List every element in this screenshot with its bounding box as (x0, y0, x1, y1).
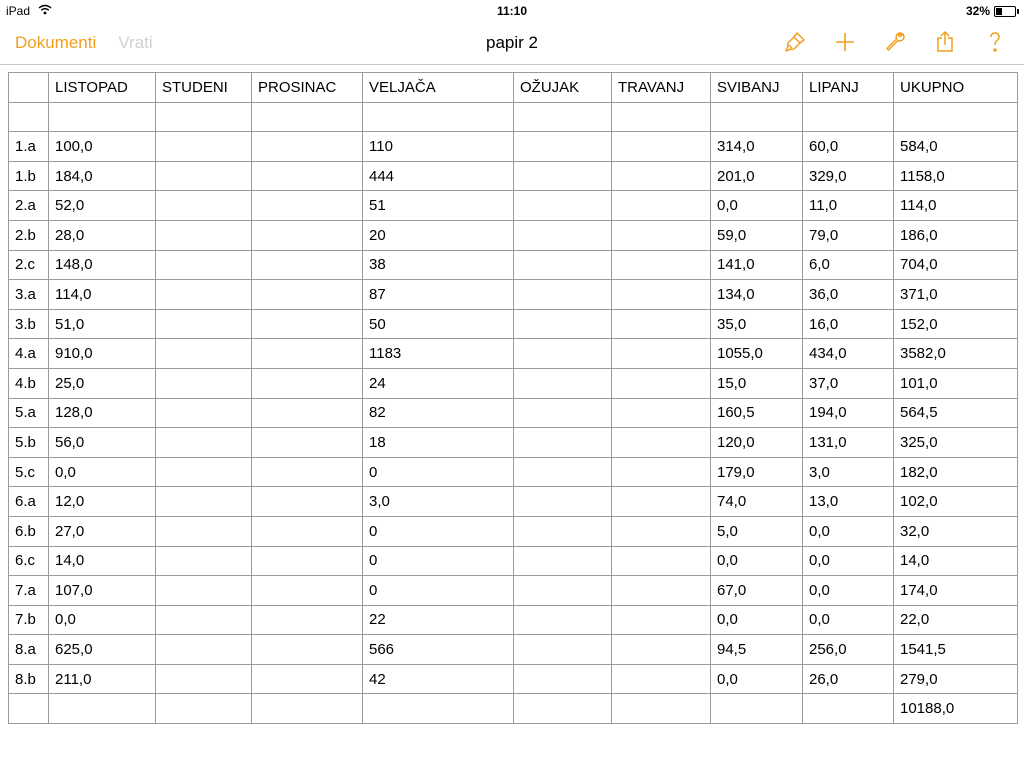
column-header-cell[interactable]: SVIBANJ (711, 73, 803, 103)
table-cell[interactable] (514, 220, 612, 250)
table-cell[interactable]: 79,0 (803, 220, 894, 250)
table-cell[interactable] (514, 191, 612, 221)
table-cell[interactable]: 584,0 (894, 132, 1018, 162)
table-cell[interactable]: 1158,0 (894, 161, 1018, 191)
table-cell[interactable]: 0,0 (711, 664, 803, 694)
table-cell[interactable]: 114,0 (894, 191, 1018, 221)
table-cell[interactable] (514, 694, 612, 724)
plus-icon[interactable] (830, 28, 860, 56)
table-cell[interactable]: 37,0 (803, 368, 894, 398)
device-name: iPad (6, 4, 31, 18)
table-cell[interactable]: 101,0 (894, 368, 1018, 398)
table-cell[interactable]: 5.a (9, 398, 49, 428)
table-cell[interactable]: 704,0 (894, 250, 1018, 280)
table-cell[interactable] (156, 368, 252, 398)
table-cell[interactable]: 3,0 (363, 487, 514, 517)
column-header-cell[interactable] (9, 73, 49, 103)
table-cell[interactable]: 279,0 (894, 664, 1018, 694)
table-cell[interactable]: 179,0 (711, 457, 803, 487)
table-cell[interactable]: 186,0 (894, 220, 1018, 250)
battery-percent: 32% (965, 4, 990, 18)
table-cell[interactable] (252, 398, 363, 428)
table-cell[interactable]: 4.b (9, 368, 49, 398)
table-cell[interactable] (49, 694, 156, 724)
table-cell[interactable]: 22 (363, 605, 514, 635)
wrench-icon[interactable] (880, 28, 910, 56)
table-cell[interactable] (514, 280, 612, 310)
table-cell[interactable] (612, 576, 711, 606)
table-row (9, 368, 1018, 398)
table-cell[interactable] (156, 220, 252, 250)
clock: 11:10 (496, 4, 528, 18)
table-cell[interactable] (156, 309, 252, 339)
table-cell[interactable]: 0,0 (803, 546, 894, 576)
status-bar (0, 0, 1024, 20)
table-cell[interactable] (252, 576, 363, 606)
table-cell[interactable] (612, 309, 711, 339)
table-cell[interactable]: 8.a (9, 635, 49, 665)
table-cell[interactable]: 18 (363, 428, 514, 458)
table-cell[interactable] (156, 102, 252, 132)
table-cell[interactable] (252, 309, 363, 339)
table-cell[interactable] (514, 132, 612, 162)
table-cell[interactable] (156, 664, 252, 694)
table-row (9, 605, 1018, 635)
column-header-cell[interactable]: VELJAČA (363, 73, 514, 103)
table-row (9, 635, 1018, 665)
table-cell[interactable]: 94,5 (711, 635, 803, 665)
table-cell[interactable]: 60,0 (803, 132, 894, 162)
table-row (9, 457, 1018, 487)
table-cell[interactable]: 6.a (9, 487, 49, 517)
table-cell[interactable]: 27,0 (49, 516, 156, 546)
table-cell[interactable] (612, 487, 711, 517)
table-cell[interactable] (252, 102, 363, 132)
column-header-cell[interactable]: TRAVANJ (612, 73, 711, 103)
column-header-cell[interactable]: OŽUJAK (514, 73, 612, 103)
table-cell[interactable] (252, 161, 363, 191)
table-cell[interactable] (252, 428, 363, 458)
table-cell[interactable]: 2.c (9, 250, 49, 280)
table-cell[interactable] (612, 516, 711, 546)
column-header-cell[interactable]: LISTOPAD (49, 73, 156, 103)
table-cell[interactable]: 14,0 (49, 546, 156, 576)
table-cell[interactable] (252, 694, 363, 724)
table-cell[interactable]: 14,0 (894, 546, 1018, 576)
table-cell[interactable] (711, 102, 803, 132)
table-cell[interactable]: 50 (363, 309, 514, 339)
table-cell[interactable] (803, 102, 894, 132)
table-cell[interactable]: 148,0 (49, 250, 156, 280)
table-cell[interactable]: 0,0 (803, 516, 894, 546)
table-cell[interactable] (252, 457, 363, 487)
table-cell[interactable] (49, 102, 156, 132)
table-cell[interactable]: 160,5 (711, 398, 803, 428)
table-cell[interactable]: 67,0 (711, 576, 803, 606)
table-cell[interactable]: 51 (363, 191, 514, 221)
table-row (9, 280, 1018, 310)
table-cell[interactable]: 0,0 (803, 576, 894, 606)
table-cell[interactable] (156, 457, 252, 487)
table-cell[interactable] (363, 694, 514, 724)
column-header-cell[interactable]: UKUPNO (894, 73, 1018, 103)
table-cell[interactable] (514, 428, 612, 458)
undo-button[interactable]: Vrati (118, 33, 153, 52)
table-cell[interactable] (514, 250, 612, 280)
table-cell[interactable]: 1.a (9, 132, 49, 162)
table-cell[interactable]: 4.a (9, 339, 49, 369)
table-cell[interactable]: 59,0 (711, 220, 803, 250)
table-cell[interactable]: 0,0 (49, 457, 156, 487)
format-brush-icon[interactable] (780, 28, 810, 56)
table-cell[interactable]: 6.c (9, 546, 49, 576)
table-cell[interactable]: 56,0 (49, 428, 156, 458)
table-cell[interactable]: 325,0 (894, 428, 1018, 458)
table-cell[interactable]: 211,0 (49, 664, 156, 694)
table-cell[interactable] (612, 605, 711, 635)
table-cell[interactable] (612, 132, 711, 162)
table-cell[interactable] (514, 398, 612, 428)
table-cell[interactable]: 35,0 (711, 309, 803, 339)
table-cell[interactable]: 15,0 (711, 368, 803, 398)
table-cell[interactable]: 256,0 (803, 635, 894, 665)
table-cell[interactable] (514, 516, 612, 546)
table-cell[interactable]: 1541,5 (894, 635, 1018, 665)
table-cell[interactable]: 13,0 (803, 487, 894, 517)
table-row (9, 132, 1018, 162)
table-cell[interactable]: 38 (363, 250, 514, 280)
table-cell[interactable]: 0,0 (49, 605, 156, 635)
table-cell[interactable]: 1055,0 (711, 339, 803, 369)
battery-icon (994, 6, 1016, 17)
share-icon[interactable] (930, 28, 960, 56)
table-cell[interactable] (156, 191, 252, 221)
table-cell[interactable]: 110 (363, 132, 514, 162)
table-row (9, 428, 1018, 458)
table-cell[interactable]: 0,0 (803, 605, 894, 635)
table-cell[interactable] (711, 694, 803, 724)
table-cell[interactable]: 7.b (9, 605, 49, 635)
table-cell[interactable] (514, 605, 612, 635)
table-cell[interactable]: 42 (363, 664, 514, 694)
table-cell[interactable]: 3582,0 (894, 339, 1018, 369)
table-cell[interactable]: 625,0 (49, 635, 156, 665)
table-cell[interactable]: 128,0 (49, 398, 156, 428)
table-cell[interactable] (612, 102, 711, 132)
table-cell[interactable] (156, 132, 252, 162)
table-cell[interactable] (514, 487, 612, 517)
table-cell[interactable]: 120,0 (711, 428, 803, 458)
table-cell[interactable]: 182,0 (894, 457, 1018, 487)
table-cell[interactable]: 134,0 (711, 280, 803, 310)
table-cell[interactable] (612, 546, 711, 576)
table-cell[interactable]: 564,5 (894, 398, 1018, 428)
table-cell[interactable] (156, 398, 252, 428)
header-row (9, 73, 1018, 103)
table-row (9, 664, 1018, 694)
table-cell[interactable]: 107,0 (49, 576, 156, 606)
table-cell[interactable] (612, 694, 711, 724)
table-cell[interactable]: 152,0 (894, 309, 1018, 339)
table-cell[interactable]: 371,0 (894, 280, 1018, 310)
table-cell[interactable]: 20 (363, 220, 514, 250)
table-cell[interactable] (514, 339, 612, 369)
table-cell[interactable]: 329,0 (803, 161, 894, 191)
table-cell[interactable] (612, 457, 711, 487)
table-cell[interactable] (612, 635, 711, 665)
table-cell[interactable]: 36,0 (803, 280, 894, 310)
help-icon[interactable] (980, 28, 1010, 56)
table-cell[interactable] (252, 250, 363, 280)
table-cell[interactable]: 28,0 (49, 220, 156, 250)
table-cell[interactable]: 22,0 (894, 605, 1018, 635)
table-cell[interactable] (156, 161, 252, 191)
table-cell[interactable] (894, 102, 1018, 132)
table-cell[interactable] (803, 694, 894, 724)
table-cell[interactable] (252, 516, 363, 546)
table-cell[interactable]: 6,0 (803, 250, 894, 280)
table-cell[interactable] (612, 220, 711, 250)
table-cell[interactable]: 5,0 (711, 516, 803, 546)
table-cell[interactable]: 0 (363, 457, 514, 487)
table-cell[interactable]: 24 (363, 368, 514, 398)
table-cell[interactable] (612, 191, 711, 221)
table-cell[interactable] (252, 280, 363, 310)
table-cell[interactable] (612, 280, 711, 310)
table-cell[interactable]: 7.a (9, 576, 49, 606)
table-cell[interactable]: 11,0 (803, 191, 894, 221)
table-cell[interactable]: 12,0 (49, 487, 156, 517)
column-header-cell[interactable]: PROSINAC (252, 73, 363, 103)
table-cell[interactable]: 8.b (9, 664, 49, 694)
column-header-cell[interactable]: STUDENI (156, 73, 252, 103)
table-cell[interactable] (252, 664, 363, 694)
table-cell[interactable]: 5.c (9, 457, 49, 487)
table-cell[interactable] (612, 368, 711, 398)
table-cell[interactable]: 0,0 (711, 191, 803, 221)
table-cell[interactable] (156, 250, 252, 280)
table-row (9, 576, 1018, 606)
toolbar (0, 20, 1024, 65)
table-row (9, 398, 1018, 428)
table-cell[interactable] (612, 250, 711, 280)
table-cell[interactable]: 0 (363, 576, 514, 606)
table-cell[interactable]: 16,0 (803, 309, 894, 339)
table-cell[interactable]: 141,0 (711, 250, 803, 280)
table-cell[interactable] (156, 516, 252, 546)
table-cell[interactable] (612, 664, 711, 694)
table-cell[interactable] (514, 457, 612, 487)
table-cell[interactable]: 5.b (9, 428, 49, 458)
table-cell[interactable] (252, 339, 363, 369)
table-row (9, 694, 1018, 724)
table-row (9, 309, 1018, 339)
table-cell[interactable] (156, 694, 252, 724)
table-row (9, 339, 1018, 369)
table-row (9, 487, 1018, 517)
table-cell[interactable]: 1.b (9, 161, 49, 191)
table-row (9, 220, 1018, 250)
table-cell[interactable]: 3,0 (803, 457, 894, 487)
table-cell[interactable] (514, 664, 612, 694)
table-cell[interactable] (252, 487, 363, 517)
table-cell[interactable]: 3.a (9, 280, 49, 310)
table-cell[interactable] (612, 339, 711, 369)
document-title: papir 2 (486, 33, 538, 52)
table-row (9, 161, 1018, 191)
table-cell[interactable] (156, 339, 252, 369)
table-row (9, 191, 1018, 221)
table-cell[interactable] (252, 368, 363, 398)
table-cell[interactable]: 6.b (9, 516, 49, 546)
table-cell[interactable] (252, 191, 363, 221)
table-cell[interactable]: 0 (363, 516, 514, 546)
table-cell[interactable]: 184,0 (49, 161, 156, 191)
spreadsheet-table[interactable] (8, 72, 1018, 724)
table-cell[interactable] (156, 576, 252, 606)
table-cell[interactable] (156, 428, 252, 458)
table-row (9, 516, 1018, 546)
table-cell[interactable]: 114,0 (49, 280, 156, 310)
table-cell[interactable]: 87 (363, 280, 514, 310)
table-cell[interactable] (252, 635, 363, 665)
table-cell[interactable] (514, 161, 612, 191)
table-cell[interactable] (252, 605, 363, 635)
table-cell[interactable] (514, 576, 612, 606)
table-cell[interactable]: 10188,0 (894, 694, 1018, 724)
table-cell[interactable] (252, 546, 363, 576)
documents-button[interactable]: Dokumenti (15, 33, 97, 52)
table-cell[interactable] (514, 635, 612, 665)
table-cell[interactable]: 52,0 (49, 191, 156, 221)
table-cell[interactable] (252, 220, 363, 250)
table-cell[interactable] (156, 605, 252, 635)
table-cell[interactable] (156, 546, 252, 576)
table-cell[interactable]: 444 (363, 161, 514, 191)
table-cell[interactable]: 0 (363, 546, 514, 576)
table-cell[interactable] (514, 546, 612, 576)
table-cell[interactable]: 82 (363, 398, 514, 428)
table-cell[interactable]: 201,0 (711, 161, 803, 191)
table-cell[interactable]: 194,0 (803, 398, 894, 428)
table-cell[interactable]: 314,0 (711, 132, 803, 162)
table-cell[interactable] (514, 368, 612, 398)
table-cell[interactable] (9, 102, 49, 132)
table-cell[interactable]: 26,0 (803, 664, 894, 694)
table-cell[interactable]: 0,0 (711, 605, 803, 635)
table-cell[interactable] (363, 102, 514, 132)
table-cell[interactable]: 25,0 (49, 368, 156, 398)
table-cell[interactable]: 32,0 (894, 516, 1018, 546)
table-cell[interactable] (252, 132, 363, 162)
table-cell[interactable] (156, 280, 252, 310)
table-row (9, 546, 1018, 576)
table-cell[interactable]: 566 (363, 635, 514, 665)
table-cell[interactable]: 1183 (363, 339, 514, 369)
table-cell[interactable] (514, 309, 612, 339)
table-cell[interactable]: 2.a (9, 191, 49, 221)
table-cell[interactable]: 74,0 (711, 487, 803, 517)
table-cell[interactable]: 0,0 (711, 546, 803, 576)
table-row (9, 102, 1018, 132)
table-cell[interactable]: 102,0 (894, 487, 1018, 517)
table-cell[interactable]: 131,0 (803, 428, 894, 458)
table-cell[interactable] (612, 161, 711, 191)
table-cell[interactable] (514, 102, 612, 132)
table-cell[interactable] (612, 398, 711, 428)
table-cell[interactable]: 3.b (9, 309, 49, 339)
table-cell[interactable] (612, 428, 711, 458)
table-cell[interactable] (9, 694, 49, 724)
table-cell[interactable]: 434,0 (803, 339, 894, 369)
table-cell[interactable]: 910,0 (49, 339, 156, 369)
table-cell[interactable]: 100,0 (49, 132, 156, 162)
table-cell[interactable]: 174,0 (894, 576, 1018, 606)
column-header-cell[interactable]: LIPANJ (803, 73, 894, 103)
table-cell[interactable] (156, 635, 252, 665)
table-cell[interactable]: 51,0 (49, 309, 156, 339)
table-cell[interactable] (156, 487, 252, 517)
table-row (9, 250, 1018, 280)
table-cell[interactable]: 2.b (9, 220, 49, 250)
